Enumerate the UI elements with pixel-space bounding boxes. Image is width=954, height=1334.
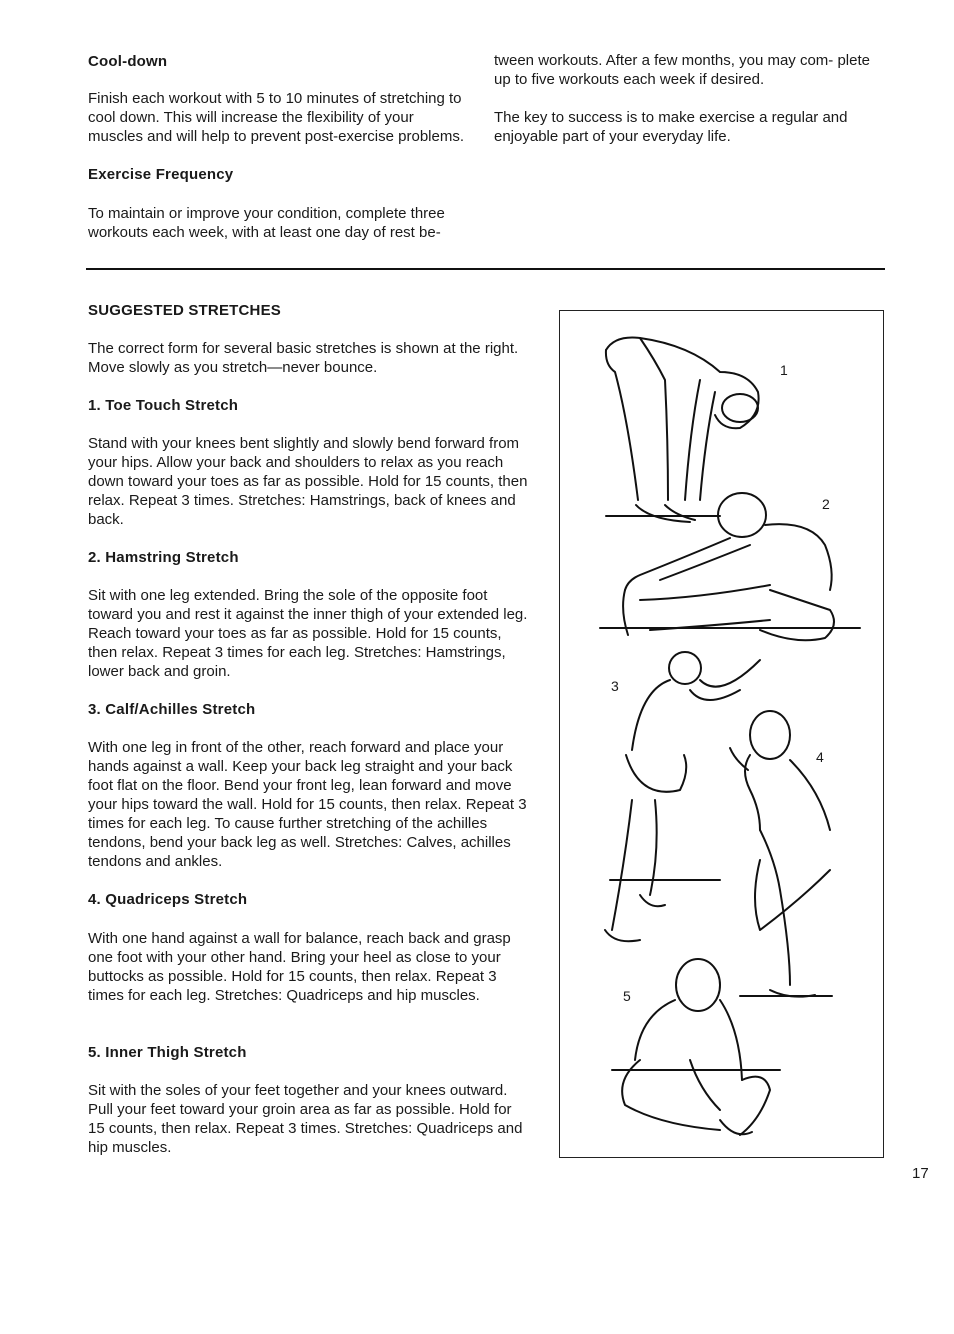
frequency-body: To maintain or improve your condition, complete three workouts each week, with at least one day of rest be-: [88, 205, 445, 241]
key-body: The key to success is to make exercise a regular and enjoyable part of your everyday life.: [494, 109, 848, 145]
inner-thigh-stretch-figure: [612, 959, 780, 1135]
stretches-heading: SUGGESTED STRETCHES: [88, 302, 281, 319]
calf-stretch-figure: [605, 652, 760, 941]
stretch-5-title: 5. Inner Thigh Stretch: [88, 1044, 247, 1061]
figure-label-5: 5: [623, 988, 631, 1004]
figure-label-1: 1: [780, 362, 788, 378]
frequency-heading: Exercise Frequency: [88, 166, 234, 183]
page-number: 17: [912, 1165, 929, 1182]
stretch-1-title: 1. Toe Touch Stretch: [88, 397, 239, 414]
stretches-intro: The correct form for several basic stretches is shown at the right. Move slowly as you stretch—never bounce.: [88, 340, 519, 376]
stretch-5-body: Sit with the soles of your feet together and your knees outward. Pull your feet toward your groin area as far as possible. Hold for 15 counts, then relax. Repeat 3 times. Stretches: Quadriceps and hip muscles.: [88, 1082, 523, 1156]
stretch-4-title: 4. Quadriceps Stretch: [88, 891, 248, 908]
cooldown-body: Finish each workout with 5 to 10 minutes of stretching to cool down. This will increase the flexibility of your muscles and will help to prevent post-exercise problems.: [88, 90, 465, 145]
cooldown-heading: Cool-down: [88, 53, 168, 70]
stretch-3-title: 3. Calf/Achilles Stretch: [88, 701, 256, 718]
figure-label-4: 4: [816, 749, 824, 765]
stretch-2-title: 2. Hamstring Stretch: [88, 549, 239, 566]
stretch-4-body: With one hand against a wall for balance, reach back and grasp one foot with your other hand. Bring your heel as close to your buttocks as possible. Hold for 15 counts, then relax. Repeat 3 times for each leg. Stretches: Quadriceps and hip muscles.: [88, 930, 511, 1004]
stretch-3-body: With one leg in front of the other, reach forward and place your hands against a wall. Keep your back leg straight and your back foot flat on the floor. Bend your front leg, lean forward and move your hips toward the wall. Hold for 15 counts, then relax. Repeat 3 times for each leg. To cause further stretching of the achilles tendons, bend your back leg as well. Stretches: Calves, achilles tendons and ankles.: [88, 739, 527, 870]
figure-label-3: 3: [611, 678, 619, 694]
frequency-continued: tween workouts. After a few months, you may com- plete up to five workouts each week if desired.: [494, 52, 870, 88]
stretch-2-body: Sit with one leg extended. Bring the sole of the opposite foot toward you and rest it against the inner thigh of your extended leg. Reach toward your toes as far as possible. Hold for 15 counts, then relax. Repeat 3 times for each leg. Stretches: Hamstrings, lower back and groin.: [88, 587, 528, 680]
stretch-1-body: Stand with your knees bent slightly and slowly bend forward from your hips. Allow your back and shoulders to relax as you reach down toward your toes as far as possible. Hold for 15 counts, then relax. Repeat 3 times. Stretches: Hamstrings, back of knees and back.: [88, 435, 528, 528]
figure-label-2: 2: [822, 496, 830, 512]
